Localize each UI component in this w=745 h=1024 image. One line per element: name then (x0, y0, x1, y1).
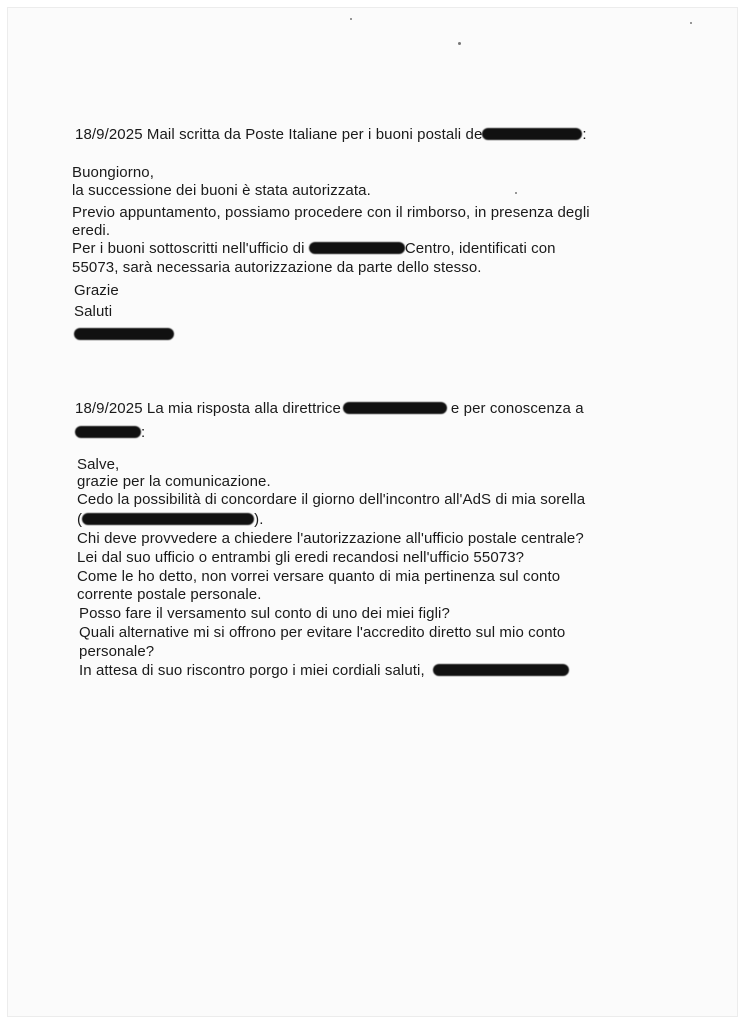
scan-speck (690, 22, 692, 24)
first-email-line: Per i buoni sottoscritti nell'ufficio di Centro, identificati con (72, 240, 556, 257)
first-email-line: Previo appuntamento, possiamo procedere con il rimborso, in presenza degli (72, 204, 590, 221)
redaction-mark (75, 426, 141, 438)
second-email-line: Chi deve provvedere a chiedere l'autorizzazione all'ufficio postale centrale? (77, 530, 584, 547)
redaction-mark (309, 242, 405, 254)
scan-speck (515, 192, 517, 194)
first-email-line: eredi. (72, 222, 111, 239)
second-email-header-cont: : (75, 424, 145, 442)
first-email-line: la successione dei buoni è stata autorizzata. (72, 182, 371, 199)
second-email-line: In attesa di suo riscontro porgo i miei cordiali saluti, (79, 662, 569, 680)
scan-speck (350, 18, 352, 20)
second-email-greeting: Salve, (77, 456, 120, 473)
second-email-line: Cedo la possibilità di concordare il giorno dell'incontro all'AdS di mia sorella (77, 491, 586, 508)
second-email-line: Come le ho detto, non vorrei versare quanto di mia pertinenza sul conto (77, 568, 561, 585)
first-email-greeting: Buongiorno, (72, 164, 154, 181)
redaction-mark (74, 328, 174, 340)
first-email-line: Grazie (74, 282, 119, 299)
first-email-line: 55073, sarà necessaria autorizzazione da parte dello stesso. (72, 259, 482, 276)
second-email-line: Quali alternative mi si offrono per evitare l'accredito diretto sul mio conto (79, 624, 566, 641)
second-email-line: grazie per la comunicazione. (77, 473, 271, 490)
second-email-header: 18/9/2025 La mia risposta alla direttrice e per conoscenza a (75, 400, 584, 417)
first-email-signature (74, 326, 174, 344)
first-email-header: 18/9/2025 Mail scritta da Poste Italiane per i buoni postali de : (75, 126, 587, 143)
redaction-mark (343, 402, 447, 414)
second-email-line: Posso fare il versamento sul conto di uno dei miei figli? (79, 605, 450, 622)
second-email-line: ( ). (77, 511, 264, 528)
second-email-line: corrente postale personale. (77, 586, 262, 603)
second-email-line: Lei dal suo ufficio o entrambi gli eredi recandosi nell'ufficio 55073? (77, 549, 525, 566)
redaction-mark (433, 664, 569, 676)
first-email-line: Saluti (74, 303, 113, 320)
second-email-line: personale? (79, 643, 155, 660)
redaction-mark (482, 128, 582, 140)
redaction-mark (82, 513, 254, 525)
scan-speck (458, 42, 461, 45)
